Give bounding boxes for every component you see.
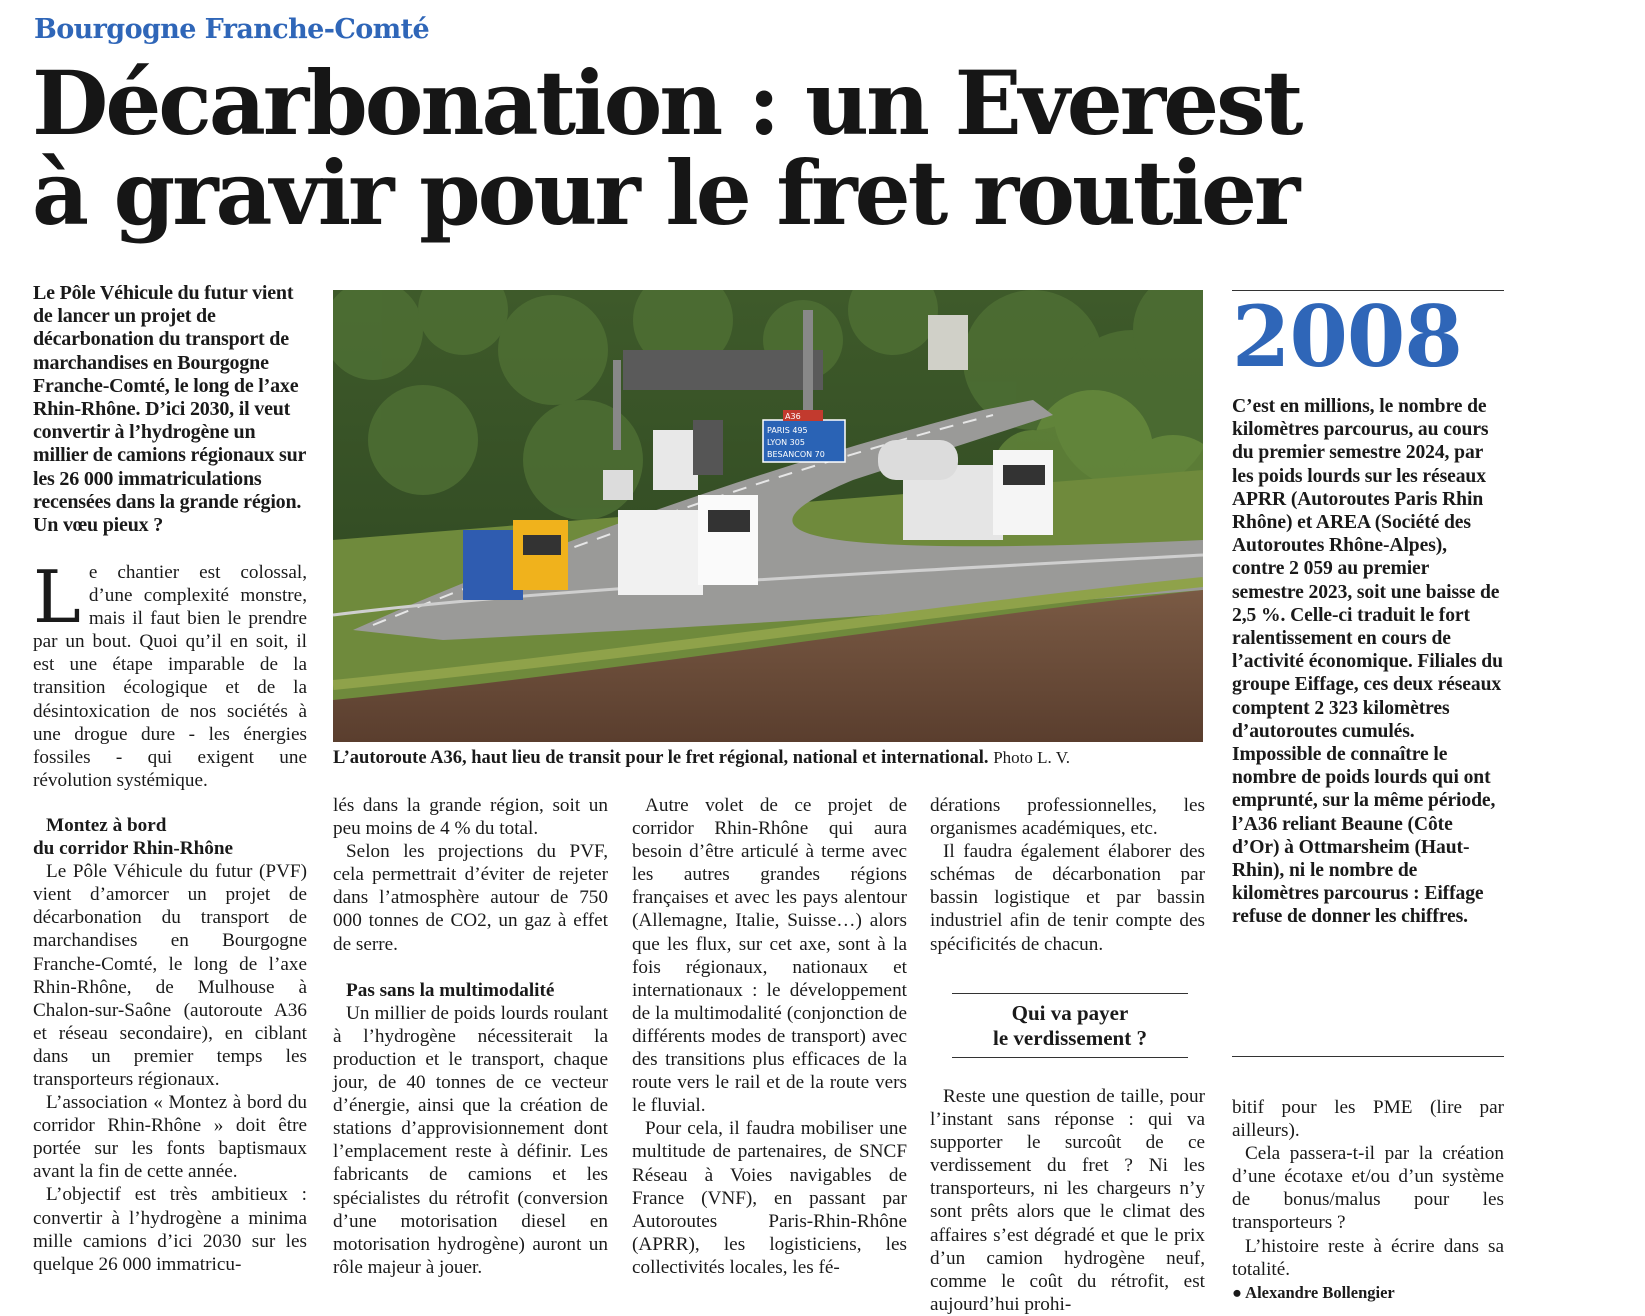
- sign-route: A36: [785, 412, 801, 421]
- inter-title-line-2: le verdissement ?: [993, 1026, 1147, 1050]
- headline: [32, 51, 1301, 245]
- paragraph: dérations professionnelles, les organismes académiques, etc.: [930, 795, 1205, 840]
- photo-credit: Photo L. V.: [993, 748, 1071, 767]
- truck-yellow: [463, 520, 568, 600]
- headline-line-2: à gravir pour le fret routier: [32, 141, 1298, 245]
- fact-box: [1232, 287, 1504, 929]
- subhead-line-1: Montez à bord: [46, 814, 167, 836]
- truck-white-1: [618, 495, 758, 595]
- paragraph: L’histoire reste à écrire dans sa totalité.: [1232, 1235, 1504, 1280]
- paragraph: Pour cela, il faudra mobiliser une multitude de partenaires, de SNCF Réseau à Voies navigables de France (VNF), en passant par Autoroutes Paris-Rhin-Rhône (APRR), les logisticiens, les collectivités locales, les fé-: [632, 1118, 907, 1278]
- article-column-3: [632, 794, 907, 1279]
- article-column-1: [33, 555, 307, 1276]
- chapo: Le Pôle Véhicule du futur vient de lancer un projet de décarbonation du transport de marchandises en Bourgogne Franche-Comté, le long de l’axe Rhin-Rhône. D’ici 2030, il veut convertir à l’hydrogène un millier de camions régionaux sur les 26 000 immatriculations recensées dans la grande région. Un vœu pieux ?: [33, 282, 306, 537]
- article-column-2: [333, 794, 608, 1279]
- truck-tanker: [878, 440, 958, 480]
- subhead-line-2: du corridor Rhin-Rhône: [33, 838, 234, 860]
- paragraph: lés dans la grande région, soit un peu moins de 4 % du total.: [333, 795, 608, 840]
- inter-title: [952, 994, 1188, 1057]
- paragraph: Il faudra également élaborer des schémas de décarbonation par bassin logistique et par bassin industriel afin de tenir compte des spécificités de chacun.: [930, 841, 1205, 955]
- lead-text: e chantier est colossal, d’une complexité monstre, mais il faut bien le prendre par un bout. Quoi qu’il en soit, il est une étape imparable de la transition écologique et de la désintoxication de nos sociétés à une drogue dure - les énergies fossiles - qui exigent une révolution systémique.: [33, 562, 307, 791]
- subhead-multimodalite: Pas sans la multimodalité: [346, 979, 555, 1001]
- sign-line-1: PARIS 495: [767, 426, 808, 435]
- inter-title-box: [952, 993, 1188, 1058]
- paragraph: Un millier de poids lourds roulant à l’hydrogène nécessiterait la production et le transport, chaque jour, de 40 tonnes de ce vecteur d’énergie, ainsi que la création de stations d’approvisionnement dont l’emplacement reste à définir. Les fabricants de camions et les spécialistes du rétrofit (conversion d’une motorisation diesel en motorisation hydrogène) auront un rôle majeur à jouer.: [333, 1002, 608, 1278]
- subhead-corridor: [33, 814, 307, 860]
- paragraph: bitif pour les PME (lire par ailleurs).: [1232, 1097, 1504, 1142]
- sign-line-2: LYON 305: [767, 438, 805, 447]
- article-column-4-continued: [930, 1085, 1205, 1316]
- sign-line-3: BESANCON 70: [767, 450, 825, 459]
- divider: [952, 1057, 1188, 1058]
- paragraph: Reste une question de taille, pour l’instant sans réponse : qui va supporter le surcoût de ce verdissement du fret ? Ni les transporteurs, ni les chargeurs n’y sont prêts alors que le climat des affaires s’est dégradé et que le prix d’un camion hydrogène neuf, comme le coût du rétrofit, est aujourd’hui prohi-: [930, 1086, 1205, 1315]
- dropcap: L: [33, 555, 81, 639]
- highway-photo-illustration: [333, 290, 1203, 742]
- divider: [1232, 1056, 1504, 1057]
- fact-number: 2008: [1232, 287, 1462, 386]
- article-photo: [333, 290, 1203, 742]
- headline-line-1: Décarbonation : un Everest: [32, 51, 1301, 155]
- paragraph: Le Pôle Véhicule du futur (PVF) vient d’amorcer un projet de décarbonation du transport de marchandises en Bourgogne Franche-Comté, le long de l’axe Rhin-Rhône, de Mulhouse à Chalon-sur-Saône (autoroute A36 et réseau secondaire), en ciblant dans un premier temps les transporteurs régionaux.: [33, 861, 307, 1090]
- byline: ● Alexandre Bollengier: [1232, 1282, 1395, 1302]
- section-label: Bourgogne Franche-Comté: [34, 14, 430, 45]
- paragraph: Selon les projections du PVF, cela permettrait d’éviter de rejeter dans l’atmosphère autour de 750 000 tonnes de CO2, un gaz à effet de serre.: [333, 841, 608, 955]
- lead-paragraph: [33, 555, 307, 792]
- caption-text: L’autoroute A36, haut lieu de transit pour le fret régional, national et international.: [333, 748, 989, 768]
- article-column-4: [930, 794, 1205, 956]
- paragraph: L’objectif est très ambitieux : convertir à l’hydrogène a minima mille camions d’ici 2030 sur les quelque 26 000 immatricu-: [33, 1184, 307, 1275]
- paragraph: Autre volet de ce projet de corridor Rhin-Rhône qui aura besoin d’être articulé à terme avec les autres grandes régions françaises et avec les pays alentour (Allemagne, Italie, Suisse…) alors que les flux, sur cet axe, sont à la fois régionaux, nationaux et internationaux : le développement de la multimodalité (conjonction de différents modes de transport) avec des transitions plus efficaces de la route vers le rail et de la route vers le fluvial.: [632, 795, 907, 1117]
- fact-text: C’est en millions, le nombre de kilomètres parcourus, au cours du premier semestre 2024, par les poids lourds sur les réseaux APRR (Autoroutes Paris Rhin Rhône) et AREA (Société des Autoroutes Rhône-Alpes), contre 2 059 au premier semestre 2023, soit une baisse de 2,5 %. Celle-ci traduit le fort ralentissement en cours de l’activité économique. Filiales du groupe Eiffage, ces deux réseaux comptent 2 323 kilomètres d’autoroutes cumulés. Impossible de connaître le nombre de poids lourds qui ont emprunté, sur la même période, l’A36 reliant Beaune (Côte d’Or) à Ottmarsheim (Haut-Rhin), ni le nombre de kilomètres parcourus : Eiffage refuse de donner les chiffres.: [1232, 396, 1503, 928]
- paragraph: L’association « Montez à bord du corridor Rhin-Rhône » doit être portée sur les fonts baptismaux avant la fin de cette année.: [33, 1092, 307, 1183]
- article-column-5: [1232, 1096, 1504, 1304]
- inter-title-line-1: Qui va payer: [1011, 1001, 1129, 1025]
- photo-caption: [333, 748, 1213, 769]
- paragraph: Cela passera-t-il par la création d’une écotaxe et/ou d’un système de bonus/malus pour les transporteurs ?: [1232, 1143, 1504, 1234]
